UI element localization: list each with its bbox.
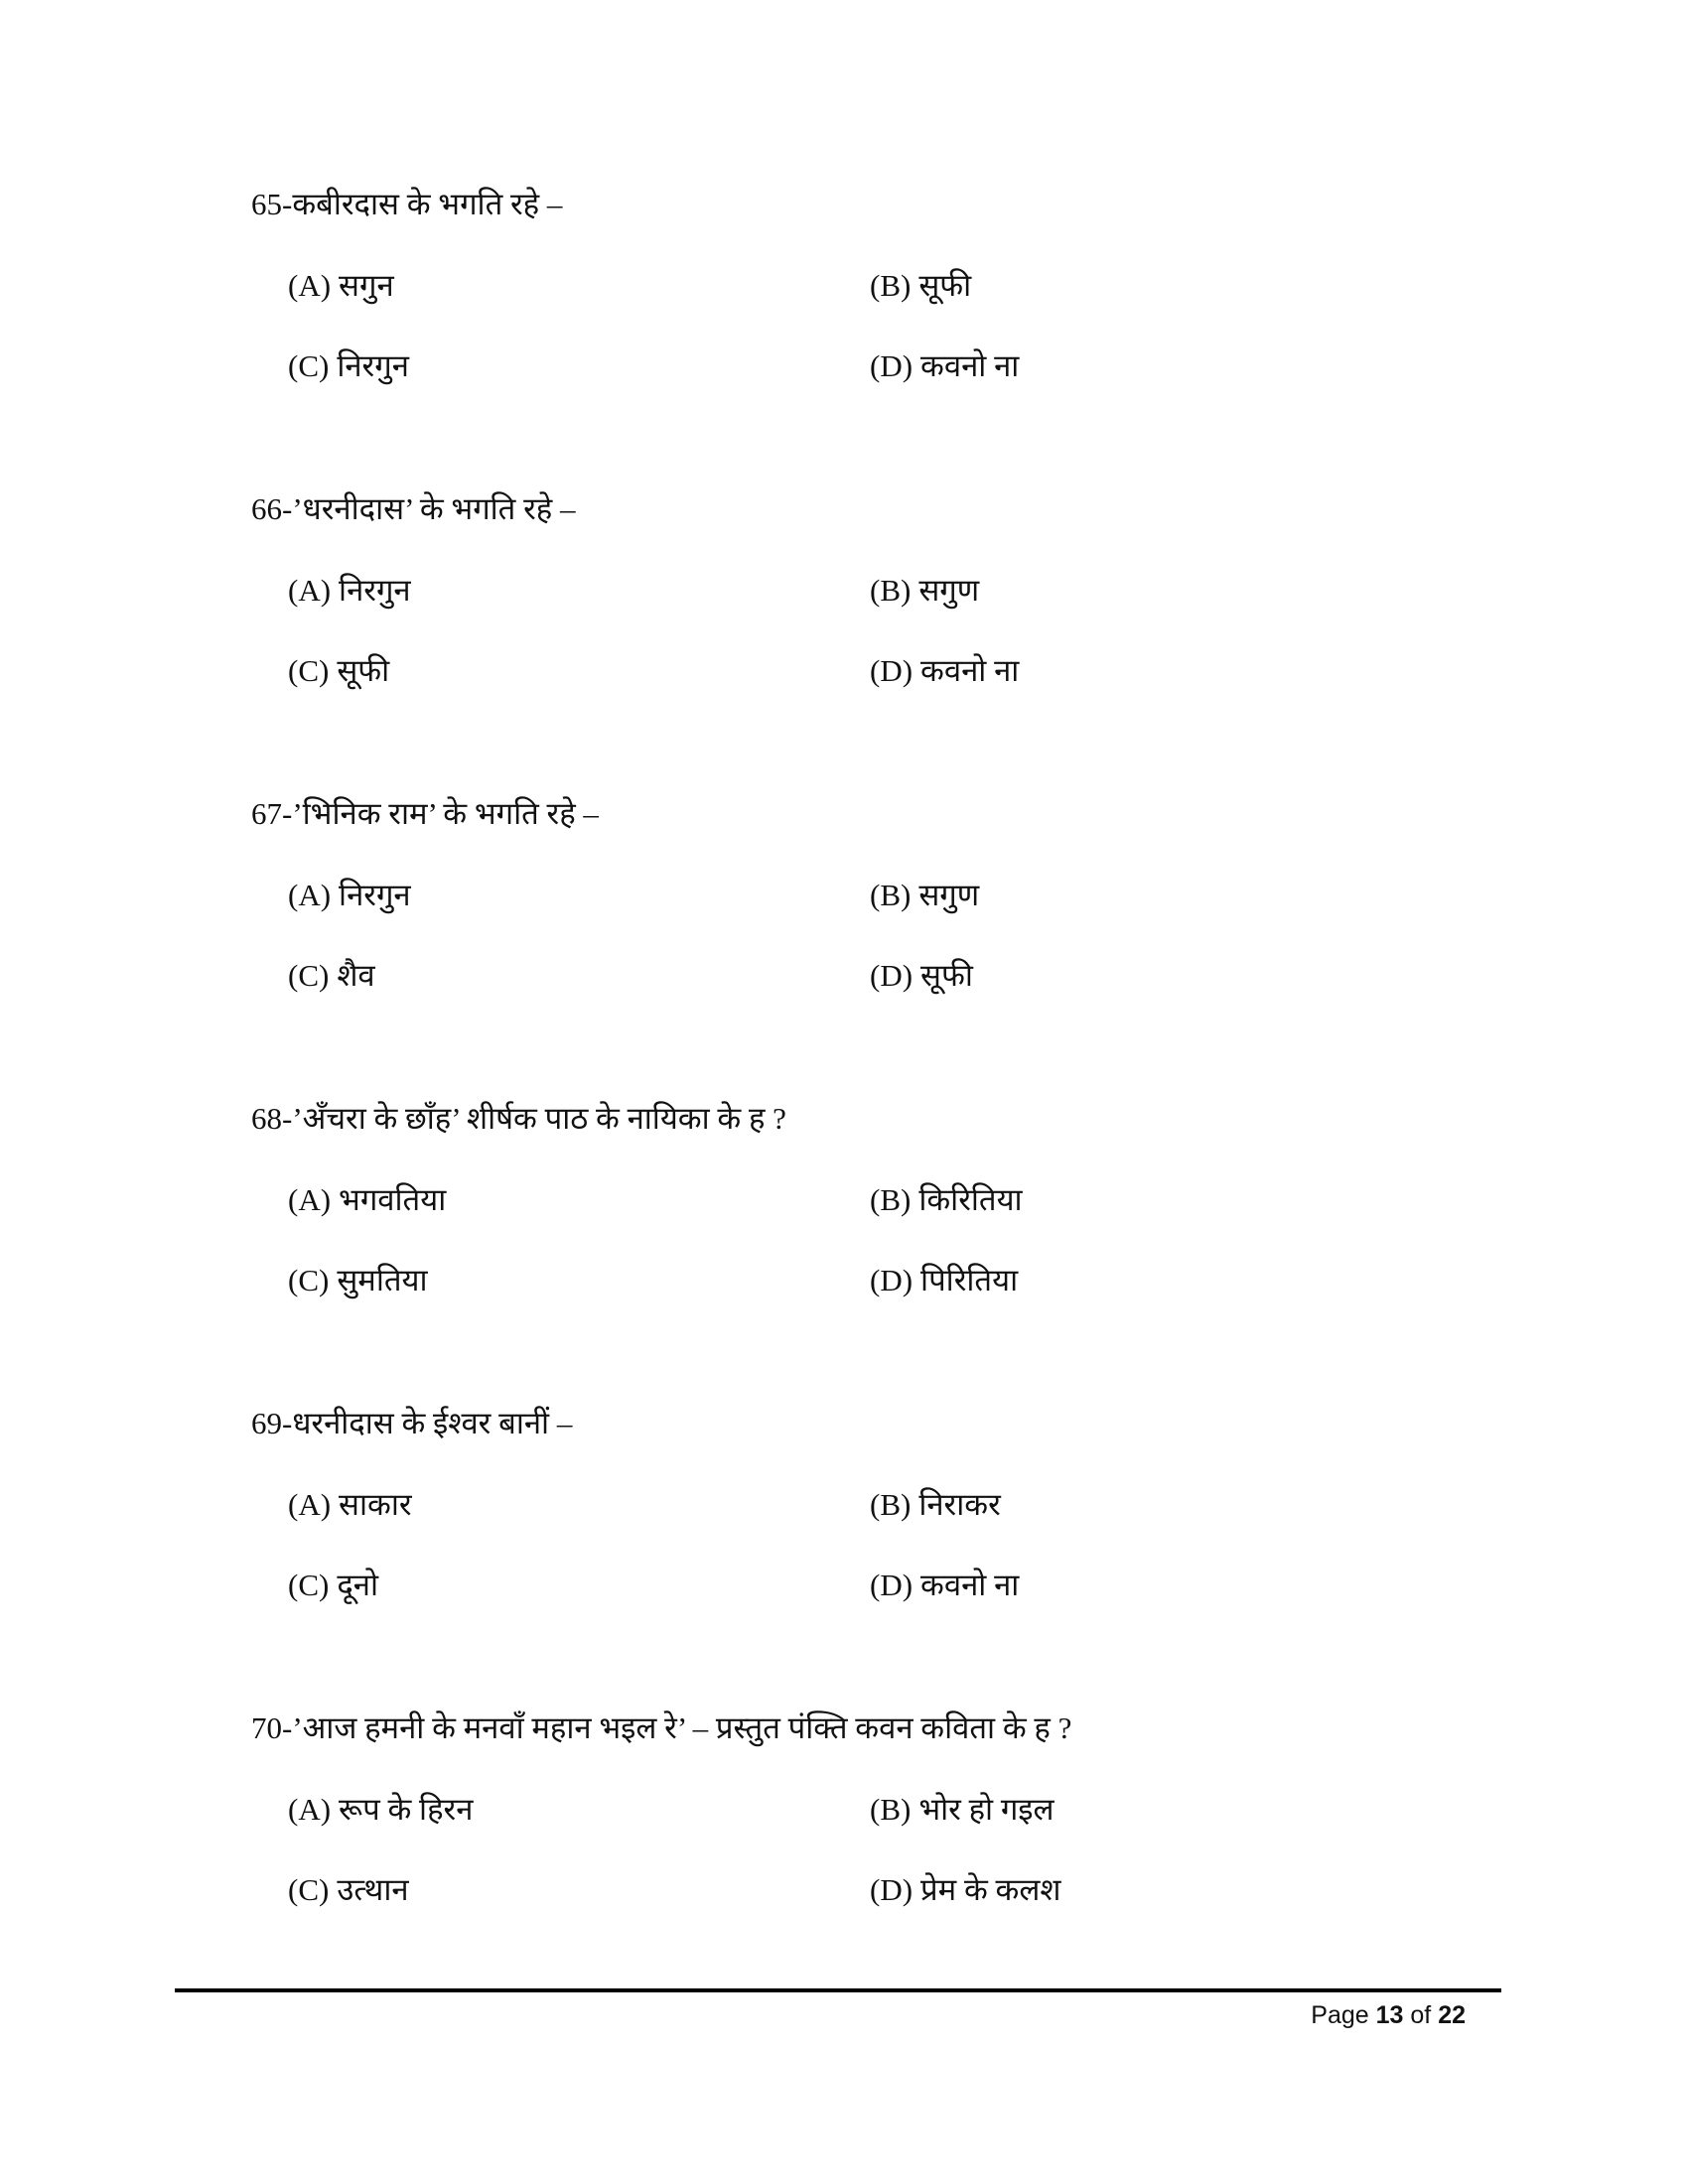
option-text: सगुण bbox=[918, 878, 980, 912]
option-text: रूप के हिरन bbox=[339, 1792, 474, 1827]
option-text: निरगुन bbox=[337, 348, 409, 383]
option-label: (C) bbox=[288, 653, 330, 688]
option-text: किरितिया bbox=[918, 1182, 1023, 1217]
option-a bbox=[288, 1485, 412, 1525]
question-69 bbox=[251, 1404, 1542, 1662]
question-text: 68-’अँचरा के छाँह’ शीर्षक पाठ के नायिका के ह ? bbox=[251, 1101, 786, 1136]
option-label: (B) bbox=[870, 573, 912, 608]
option-text: सुमतिया bbox=[337, 1263, 428, 1297]
question-text: 65-कबीरदास के भगति रहे – bbox=[251, 187, 563, 221]
option-label: (B) bbox=[870, 1792, 912, 1827]
option-text: कवनो ना bbox=[920, 653, 1020, 688]
option-a bbox=[288, 1180, 446, 1220]
option-label: (D) bbox=[870, 1263, 914, 1297]
page-number bbox=[1311, 2001, 1466, 2030]
option-label: (D) bbox=[870, 1568, 914, 1602]
option-label: (B) bbox=[870, 1182, 912, 1217]
option-text: सूफी bbox=[337, 653, 390, 688]
option-text: निराकर bbox=[918, 1487, 1001, 1522]
option-text: निरगुन bbox=[339, 573, 411, 608]
option-d bbox=[870, 346, 1019, 386]
option-label: (C) bbox=[288, 958, 330, 993]
option-text: सूफी bbox=[918, 268, 972, 303]
option-text: सगुन bbox=[339, 268, 394, 303]
option-d bbox=[870, 651, 1019, 691]
option-a bbox=[288, 571, 411, 611]
option-d bbox=[870, 1566, 1019, 1605]
option-text: शैव bbox=[337, 958, 375, 993]
option-text: सगुण bbox=[918, 573, 980, 608]
option-c bbox=[288, 956, 375, 996]
option-c bbox=[288, 1870, 409, 1910]
question-70 bbox=[251, 1708, 1542, 1967]
option-text: निरगुन bbox=[339, 878, 411, 912]
option-a bbox=[288, 876, 411, 915]
option-b bbox=[870, 266, 971, 306]
question-68 bbox=[251, 1099, 1542, 1357]
option-text: कवनो ना bbox=[920, 348, 1020, 383]
footer-divider bbox=[175, 1988, 1501, 1992]
page-word: Page bbox=[1311, 2001, 1369, 2029]
current-page: 13 bbox=[1375, 2001, 1404, 2029]
option-d bbox=[870, 956, 973, 996]
of-word: of bbox=[1410, 2001, 1432, 2029]
option-d bbox=[870, 1870, 1060, 1910]
option-label: (A) bbox=[288, 268, 332, 303]
question-65 bbox=[251, 185, 1542, 443]
option-text: पिरितिया bbox=[920, 1263, 1019, 1297]
question-text: 70-’आज हमनी के मनवाँ महान भइल रे’ – प्रस्तुत पंक्ति कवन कविता के ह ? bbox=[251, 1710, 1072, 1745]
option-c bbox=[288, 1261, 428, 1300]
total-pages: 22 bbox=[1438, 2001, 1466, 2029]
option-text: दूनो bbox=[337, 1568, 379, 1602]
option-d bbox=[870, 1261, 1018, 1300]
option-text: प्रेम के कलश bbox=[920, 1872, 1061, 1907]
option-a bbox=[288, 266, 394, 306]
option-c bbox=[288, 1566, 378, 1605]
option-label: (B) bbox=[870, 268, 912, 303]
option-b bbox=[870, 876, 979, 915]
question-text: 66-’धरनीदास’ के भगति रहे – bbox=[251, 491, 576, 526]
option-b bbox=[870, 1790, 1055, 1830]
option-label: (D) bbox=[870, 348, 914, 383]
option-text: साकार bbox=[339, 1487, 412, 1522]
question-66 bbox=[251, 489, 1542, 748]
option-b bbox=[870, 1485, 1001, 1525]
option-b bbox=[870, 1180, 1023, 1220]
option-label: (D) bbox=[870, 958, 914, 993]
option-text: भोर हो गइल bbox=[918, 1792, 1055, 1827]
option-label: (B) bbox=[870, 878, 912, 912]
option-label: (A) bbox=[288, 1792, 332, 1827]
option-label: (C) bbox=[288, 1568, 330, 1602]
option-label: (C) bbox=[288, 1263, 330, 1297]
option-label: (A) bbox=[288, 1182, 332, 1217]
option-text: सूफी bbox=[920, 958, 973, 993]
option-text: कवनो ना bbox=[920, 1568, 1020, 1602]
option-text: भगवतिया bbox=[339, 1182, 447, 1217]
option-label: (D) bbox=[870, 1872, 914, 1907]
option-label: (C) bbox=[288, 1872, 330, 1907]
option-b bbox=[870, 571, 979, 611]
option-label: (D) bbox=[870, 653, 914, 688]
question-67 bbox=[251, 794, 1542, 1052]
question-text: 69-धरनीदास के ईश्वर बानीं – bbox=[251, 1406, 573, 1440]
option-label: (A) bbox=[288, 878, 332, 912]
option-c bbox=[288, 346, 409, 386]
option-label: (A) bbox=[288, 1487, 332, 1522]
question-text: 67-’भिनिक राम’ के भगति रहे – bbox=[251, 796, 599, 831]
option-label: (C) bbox=[288, 348, 330, 383]
option-label: (B) bbox=[870, 1487, 912, 1522]
option-label: (A) bbox=[288, 573, 332, 608]
option-text: उत्थान bbox=[337, 1872, 409, 1907]
option-c bbox=[288, 651, 389, 691]
option-a bbox=[288, 1790, 473, 1830]
